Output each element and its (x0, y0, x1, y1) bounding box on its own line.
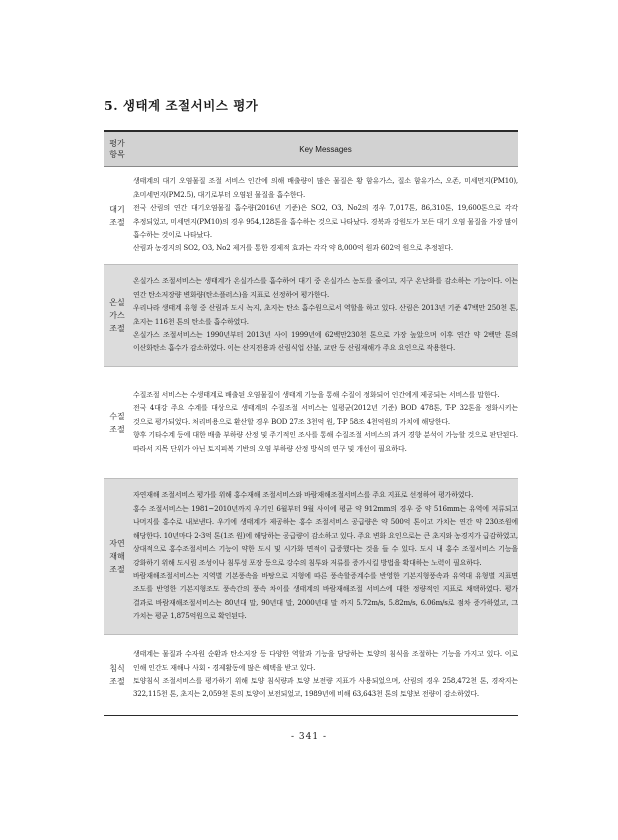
key-message-paragraph: 생태계의 대기 오염물질 조절 서비스 인간에 의해 배출량이 많은 물질은 황 함유가스, 질소 함유가스, 오존, 미세먼지(PM10), 초미세먼지(PM2.5), 대기로부터 오염된 물질을 흡수한다. (133, 177, 518, 199)
row-category-label: 온실 가스 조절 (104, 265, 130, 367)
row-key-messages (130, 167, 518, 265)
table-row (104, 367, 518, 479)
row-key-messages (130, 635, 518, 716)
header-key-messages: Key Messages (130, 131, 518, 167)
table-row (104, 635, 518, 716)
row-category-label: 대기 조절 (104, 167, 130, 265)
key-message-paragraph: 홍수 조절서비스는 1981~2010년까지 우기인 6월부터 9월 사이에 평균 약 912mm의 경우 중 약 516mm는 유역에 저류되고 나머지를 홍수로 내보낸다. 우기에 생태계가 제공하는 홍수 조절서비스 공급량은 약 500억 톤이고 가치는 연간 약 230조원에 해당한다. 10년마다 2-3억 톤(1조 원)에 해당하는 공급량이 감소하고 있다. 주요 변화 요인으로는 큰 초지와 농경지가 급감하였고, 상대적으로 홍수조절서비스 기능이 약한 도시 및 시가화 면적이 급증했다는 것을 들 수 있다. 도시 내 홍수 조절서비스 기능을 강화하기 위해 도시림 조성이나 침투성 포장 등으로 강수의 침투와 저류를 증가시킬 방법을 확대하는 노력이 필요하다. (133, 504, 518, 567)
key-message-paragraph: 산림과 농경지의 SO2, O3, No2 제거를 통한 경제적 효과는 각각 약 8,000억 원과 602억 원으로 추정된다. (133, 244, 453, 253)
key-messages-table (104, 130, 518, 716)
table-header-row (104, 131, 518, 167)
key-message-paragraph: 수질조절 서비스는 수생태계로 배출된 오염물질이 생태계 기능을 통해 수질이 정화되어 인간에게 제공되는 서비스를 말한다. (133, 390, 500, 399)
table-row (104, 265, 518, 367)
row-category-label: 수질 조절 (104, 367, 130, 479)
section-title: 5. 생태계 조절서비스 평가 (104, 98, 259, 113)
key-message-paragraph: 바람재해조절서비스는 지역별 기본풍속을 바탕으로 지형에 따른 풍속할증계수를 반영한 기본지형풍속과 유역대 유형별 지표면 조도를 반영한 기본지형조도 풍속간의 풍속 차이를 생태계의 바람재해조절 서비스에 대한 정량적인 지표로 채택하였다. 평가 결과로 바람재해조절서비스는 80년대 말, 90년대 말, 2000년대 말 까지 5.72m/s, 5.82m/s, 6.06m/s로 점차 증가하였고, 그 가치는 평균 1,875억원으로 확인된다. (133, 571, 518, 621)
key-message-paragraph: 토양침식 조절서비스를 평가하기 위해 토양 침식량과 토양 보전량 지표가 사용되었으며, 산림의 경우 258,472천 톤, 경작지는 322,115천 톤, 초지는 2,059천 톤의 토양이 보전되었고, 1989년에 비해 63,643천 톤의 토양보 전량이 감소하였다. (133, 677, 518, 699)
row-key-messages (130, 367, 518, 479)
header-evaluation-item (104, 131, 130, 167)
page-number: - 341 - (291, 732, 327, 742)
row-category-label: 침식 조절 (109, 664, 125, 686)
table-row (104, 479, 518, 635)
key-message-paragraph: 온실가스 조절서비스는 1990년부터 2013년 사이 1999년에 62백만230천 톤으로 가장 높았으며 이후 연간 약 2백만 톤의 이산화탄소 흡수가 감소하였다. 이는 산지전용과 산림식업 산불, 교란 등 산림재해가 주요 요인으로 작용한다. (133, 330, 518, 353)
key-message-paragraph: 전국 산림의 연간 대기오염물질 흡수량(2016년 기준)은 SO2, O3, No2의 경우 7,017톤, 86,310톤, 19,600톤으로 각각 추정되었고, 미세먼지(PM10)의 경우 954,128톤을 흡수하는 것으로 나타났다. 경북과 강원도가 모든 대기 오염 물질을 가장 많이 흡수하는 것이로 나타났다. (133, 204, 518, 239)
table-row (104, 167, 518, 265)
key-message-paragraph: 전국 4대강 주요 수계를 대상으로 생태계의 수질조절 서비스는 일평균(2012년 기준) BOD 478톤, T-P 32톤을 정화시키는 것으로 평가되었다. 처리비용으로 환산할 경우 BOD 27조 3천억 원, T-P 58조 4천억원의 가치에 해당한다. (133, 404, 518, 426)
row-key-messages (130, 479, 518, 635)
row-key-messages (130, 265, 518, 367)
key-message-paragraph: 자연재해 조절서비스 평가를 위해 홍수재해 조절서비스와 바람재해조절서비스를 주요 지표로 선정하여 평가하였다. (133, 491, 474, 500)
header-evaluation-item-label: 평가 항목 (109, 139, 125, 159)
row-category-label: 자연 재해 조절 (104, 479, 130, 635)
key-message-paragraph: 우리나라 생태계 유형 중 산림과 도시 녹지, 초지는 탄소 흡수원으로서 역할을 하고 있다. 산림은 2013년 기준 47백만 250천 톤, 초지는 116천 톤의 탄소를 흡수하였다. (133, 304, 518, 326)
key-message-paragraph: 향후 기타수계 등에 대한 배출 부하량 산정 및 주기적인 조사를 통해 수질조절 서비스의 과거 경향 분석이 가능할 것으로 판단된다. 따라서 지목 단위가 아닌 토지피복 기반의 오염 부하량 산정 방식의 연구 및 개선이 필요하다. (133, 431, 518, 453)
key-message-paragraph: 생태계는 물질과 수자원 순환과 탄소저장 등 다양한 역할과 기능을 담당하는 토양의 침식을 조절하는 기능을 가지고 있다. 이로 인해 인간도 재해나 사회・경제활동에 많은 혜택을 받고 있다. (133, 650, 518, 672)
key-message-paragraph: 온실가스 조절서비스는 생태계가 온실가스를 흡수하여 대기 중 온실가스 농도를 줄이고, 지구 온난화를 감소하는 기능이다. 이는 연간 탄소저장량 변화량(탄소플러스)을 지표로 선정하여 평가한다. (133, 277, 518, 299)
